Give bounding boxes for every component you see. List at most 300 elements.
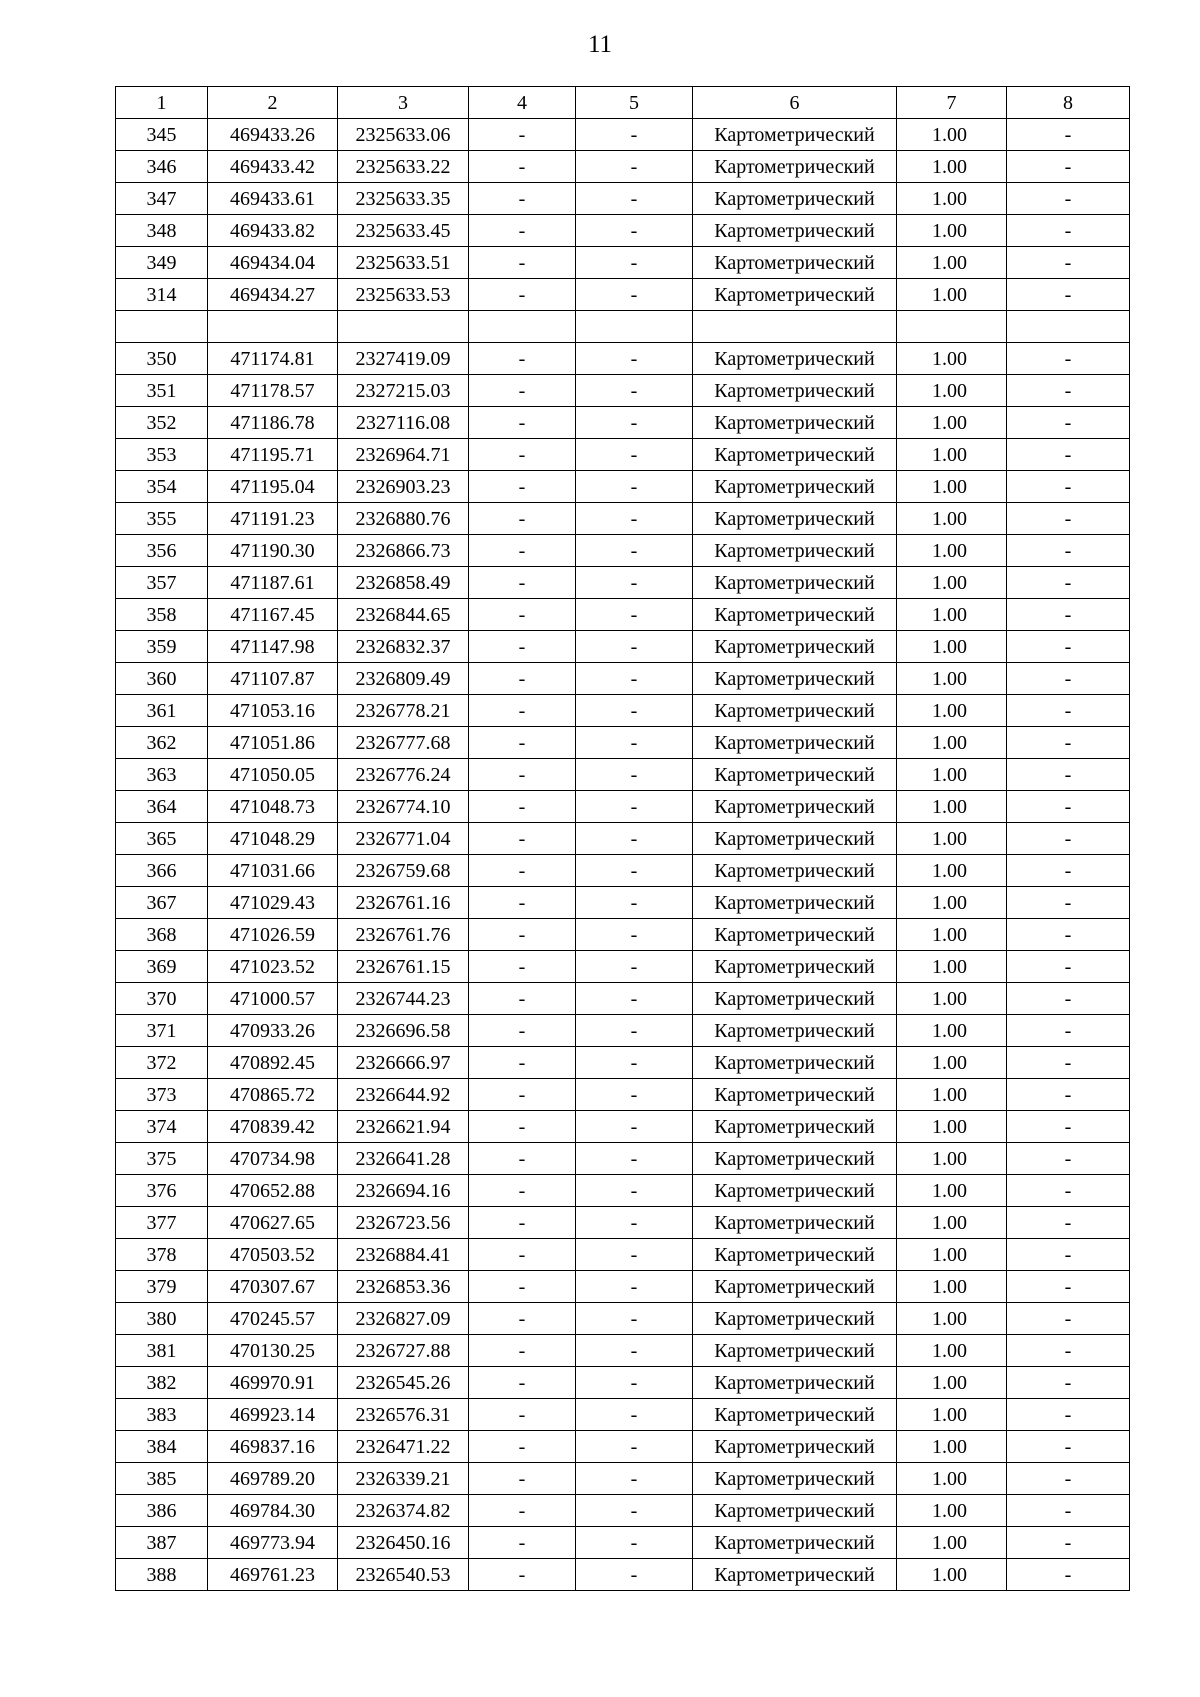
table-cell: Картометрический <box>693 1175 897 1207</box>
table-cell: 368 <box>116 919 208 951</box>
table-cell: 2326827.09 <box>338 1303 469 1335</box>
table-cell: Картометрический <box>693 567 897 599</box>
table-cell: - <box>576 599 693 631</box>
table-cell: 2326777.68 <box>338 727 469 759</box>
table-row <box>116 1367 1130 1399</box>
table-cell: 374 <box>116 1111 208 1143</box>
table-cell: - <box>469 1367 576 1399</box>
column-header: 7 <box>897 87 1007 119</box>
table-cell: - <box>1007 1527 1130 1559</box>
table-cell: - <box>1007 823 1130 855</box>
table-row <box>116 1399 1130 1431</box>
table-cell: 2326776.24 <box>338 759 469 791</box>
table-cell: 2326778.21 <box>338 695 469 727</box>
table-cell: - <box>469 823 576 855</box>
table-cell: Картометрический <box>693 471 897 503</box>
table-cell: 471023.52 <box>208 951 338 983</box>
table-cell: 2326771.04 <box>338 823 469 855</box>
table-cell: 2325633.53 <box>338 279 469 311</box>
table-cell: 470627.65 <box>208 1207 338 1239</box>
table-cell: - <box>1007 1463 1130 1495</box>
table-cell: Картометрический <box>693 1559 897 1591</box>
table-cell: - <box>469 1079 576 1111</box>
table-cell: 469433.42 <box>208 151 338 183</box>
table-cell: 471000.57 <box>208 983 338 1015</box>
table-row <box>116 791 1130 823</box>
table-cell: - <box>576 1047 693 1079</box>
table-cell: 1.00 <box>897 919 1007 951</box>
table-cell: 2325633.45 <box>338 215 469 247</box>
table-cell: 2326723.56 <box>338 1207 469 1239</box>
column-header: 1 <box>116 87 208 119</box>
table-cell: - <box>469 1495 576 1527</box>
table-cell: Картометрический <box>693 759 897 791</box>
table-row <box>116 631 1130 663</box>
table-cell: 360 <box>116 663 208 695</box>
table-row <box>116 983 1130 1015</box>
table-cell: - <box>576 1463 693 1495</box>
table-cell: - <box>469 1047 576 1079</box>
table-cell: - <box>576 279 693 311</box>
table-cell: 352 <box>116 407 208 439</box>
column-header: 4 <box>469 87 576 119</box>
table-cell: 2326903.23 <box>338 471 469 503</box>
table-cell: 471195.04 <box>208 471 338 503</box>
coordinates-table <box>115 86 1130 1591</box>
table-cell: 361 <box>116 695 208 727</box>
table-cell <box>576 311 693 343</box>
table-cell: - <box>469 471 576 503</box>
table-cell: Картометрический <box>693 1431 897 1463</box>
table-cell: - <box>1007 599 1130 631</box>
table-row <box>116 1495 1130 1527</box>
table-cell: 471107.87 <box>208 663 338 695</box>
table-cell: - <box>576 823 693 855</box>
table-cell: 2326374.82 <box>338 1495 469 1527</box>
table-cell: 469773.94 <box>208 1527 338 1559</box>
table-cell: - <box>469 951 576 983</box>
table-row <box>116 1079 1130 1111</box>
table-cell: 1.00 <box>897 631 1007 663</box>
table-cell: 2326774.10 <box>338 791 469 823</box>
table-cell: 375 <box>116 1143 208 1175</box>
table-cell: - <box>469 247 576 279</box>
table-cell: Картометрический <box>693 631 897 663</box>
table-cell: 469761.23 <box>208 1559 338 1591</box>
table-cell: 2327215.03 <box>338 375 469 407</box>
column-header: 5 <box>576 87 693 119</box>
table-cell: 1.00 <box>897 823 1007 855</box>
table-cell: - <box>469 695 576 727</box>
table-cell: 469837.16 <box>208 1431 338 1463</box>
table-row <box>116 1015 1130 1047</box>
table-row <box>116 919 1130 951</box>
table-cell: 471187.61 <box>208 567 338 599</box>
table-row <box>116 1303 1130 1335</box>
table-cell: 471051.86 <box>208 727 338 759</box>
table-cell: - <box>1007 1367 1130 1399</box>
table-cell: - <box>576 983 693 1015</box>
table-cell: - <box>469 855 576 887</box>
table-cell: 356 <box>116 535 208 567</box>
table-cell: - <box>1007 631 1130 663</box>
table-cell: - <box>576 695 693 727</box>
table-cell: - <box>1007 791 1130 823</box>
table-cell: - <box>1007 343 1130 375</box>
table-cell: 470503.52 <box>208 1239 338 1271</box>
table-cell: - <box>469 1559 576 1591</box>
table-cell: 2326621.94 <box>338 1111 469 1143</box>
table-cell: - <box>576 247 693 279</box>
table-cell: 1.00 <box>897 1175 1007 1207</box>
table-row <box>116 1207 1130 1239</box>
table-cell: - <box>469 1111 576 1143</box>
table-cell: 471031.66 <box>208 855 338 887</box>
table-cell: 354 <box>116 471 208 503</box>
table-cell: 2326761.15 <box>338 951 469 983</box>
table-cell: 2326832.37 <box>338 631 469 663</box>
table-cell: Картометрический <box>693 855 897 887</box>
table-cell: 2326964.71 <box>338 439 469 471</box>
table-row <box>116 343 1130 375</box>
table-cell: 470130.25 <box>208 1335 338 1367</box>
table-cell: 355 <box>116 503 208 535</box>
table-cell: 469789.20 <box>208 1463 338 1495</box>
table-cell: - <box>1007 215 1130 247</box>
table-cell: 1.00 <box>897 1431 1007 1463</box>
table-cell: Картометрический <box>693 1239 897 1271</box>
table-cell: - <box>576 1559 693 1591</box>
table-cell: 1.00 <box>897 1463 1007 1495</box>
table-cell: - <box>1007 471 1130 503</box>
table-cell: Картометрический <box>693 1367 897 1399</box>
table-cell: - <box>469 279 576 311</box>
table-cell: 381 <box>116 1335 208 1367</box>
table-cell: - <box>469 1015 576 1047</box>
table-cell: - <box>469 215 576 247</box>
table-cell: 1.00 <box>897 695 1007 727</box>
table-cell: 1.00 <box>897 1559 1007 1591</box>
table-cell: Картометрический <box>693 663 897 695</box>
table-cell: 362 <box>116 727 208 759</box>
table-cell: 1.00 <box>897 471 1007 503</box>
table-cell: 471050.05 <box>208 759 338 791</box>
table-cell: 469434.04 <box>208 247 338 279</box>
table-cell: - <box>1007 1079 1130 1111</box>
table-cell: 2326880.76 <box>338 503 469 535</box>
table-cell: Картометрический <box>693 343 897 375</box>
table-cell: 2326694.16 <box>338 1175 469 1207</box>
table-cell: 367 <box>116 887 208 919</box>
table-cell: 469923.14 <box>208 1399 338 1431</box>
table-cell: 1.00 <box>897 1495 1007 1527</box>
table-cell: Картометрический <box>693 1047 897 1079</box>
table-row <box>116 1271 1130 1303</box>
table-row <box>116 183 1130 215</box>
table-cell: Картометрический <box>693 791 897 823</box>
table-row <box>116 1527 1130 1559</box>
table-cell: - <box>469 727 576 759</box>
table-cell: 2326844.65 <box>338 599 469 631</box>
table-cell: 1.00 <box>897 1143 1007 1175</box>
table-cell: - <box>576 1303 693 1335</box>
table-cell: 2326761.76 <box>338 919 469 951</box>
table-row <box>116 119 1130 151</box>
table-cell: Картометрический <box>693 535 897 567</box>
table-cell: 471147.98 <box>208 631 338 663</box>
table-cell: 471191.23 <box>208 503 338 535</box>
table-cell: 469970.91 <box>208 1367 338 1399</box>
table-cell: Картометрический <box>693 1015 897 1047</box>
table-cell: - <box>1007 567 1130 599</box>
table-row <box>116 375 1130 407</box>
table-cell: - <box>576 439 693 471</box>
table-cell: - <box>576 1175 693 1207</box>
table-cell: 1.00 <box>897 375 1007 407</box>
table-cell: - <box>469 1207 576 1239</box>
table-cell: 1.00 <box>897 407 1007 439</box>
table-cell: Картометрический <box>693 1527 897 1559</box>
table-cell: Картометрический <box>693 727 897 759</box>
table-cell <box>338 311 469 343</box>
table-cell: 2326761.16 <box>338 887 469 919</box>
table-cell: - <box>1007 1431 1130 1463</box>
table-cell: - <box>576 1431 693 1463</box>
table-cell: 2325633.06 <box>338 119 469 151</box>
table-cell: 471190.30 <box>208 535 338 567</box>
table-cell: 470734.98 <box>208 1143 338 1175</box>
table-cell: - <box>576 727 693 759</box>
table-cell: - <box>576 1527 693 1559</box>
table-cell: 2326744.23 <box>338 983 469 1015</box>
table-cell: 469433.82 <box>208 215 338 247</box>
table-cell: Картометрический <box>693 247 897 279</box>
table-cell: 471029.43 <box>208 887 338 919</box>
table-cell: - <box>469 919 576 951</box>
table-cell: 353 <box>116 439 208 471</box>
table-cell <box>1007 311 1130 343</box>
table-cell: 384 <box>116 1431 208 1463</box>
table-cell: - <box>1007 855 1130 887</box>
table-cell: 2326339.21 <box>338 1463 469 1495</box>
table-cell: - <box>1007 247 1130 279</box>
table-cell: 469784.30 <box>208 1495 338 1527</box>
table-cell: Картометрический <box>693 1463 897 1495</box>
table-cell: Картометрический <box>693 1143 897 1175</box>
table-cell: Картометрический <box>693 1303 897 1335</box>
column-header: 6 <box>693 87 897 119</box>
table-cell: - <box>1007 983 1130 1015</box>
table-cell: 347 <box>116 183 208 215</box>
table-cell: Картометрический <box>693 695 897 727</box>
table-cell: - <box>469 1239 576 1271</box>
table-cell: 471174.81 <box>208 343 338 375</box>
table-cell: 380 <box>116 1303 208 1335</box>
table-cell: - <box>469 1175 576 1207</box>
table-cell: - <box>576 1111 693 1143</box>
table-cell: Картометрический <box>693 119 897 151</box>
table-row <box>116 823 1130 855</box>
table-cell: - <box>1007 151 1130 183</box>
table-cell: - <box>576 1495 693 1527</box>
table-cell: - <box>576 151 693 183</box>
table-cell: - <box>576 1367 693 1399</box>
table-cell: 1.00 <box>897 599 1007 631</box>
table-cell: - <box>1007 1239 1130 1271</box>
table-cell: 1.00 <box>897 983 1007 1015</box>
table-body <box>116 119 1130 1591</box>
table-cell: 1.00 <box>897 1015 1007 1047</box>
table-cell: - <box>1007 919 1130 951</box>
table-cell: 470865.72 <box>208 1079 338 1111</box>
table-cell: - <box>469 407 576 439</box>
table-cell: - <box>469 1463 576 1495</box>
table-cell: 2326540.53 <box>338 1559 469 1591</box>
table-cell: - <box>576 215 693 247</box>
column-header: 2 <box>208 87 338 119</box>
table-cell: 379 <box>116 1271 208 1303</box>
table-cell: Картометрический <box>693 407 897 439</box>
table-cell: - <box>1007 1175 1130 1207</box>
table-cell: 2325633.51 <box>338 247 469 279</box>
table-cell: - <box>469 887 576 919</box>
table-row <box>116 151 1130 183</box>
table-cell: - <box>1007 887 1130 919</box>
table-cell: - <box>469 503 576 535</box>
table-cell: 388 <box>116 1559 208 1591</box>
table-cell: 1.00 <box>897 151 1007 183</box>
table-cell: Картометрический <box>693 887 897 919</box>
table-cell: Картометрический <box>693 951 897 983</box>
table-cell: - <box>1007 1399 1130 1431</box>
table-cell: - <box>576 791 693 823</box>
table-row <box>116 759 1130 791</box>
table-cell: 1.00 <box>897 759 1007 791</box>
table-row <box>116 215 1130 247</box>
table-cell: - <box>469 983 576 1015</box>
table-cell: - <box>1007 695 1130 727</box>
table-cell: 470307.67 <box>208 1271 338 1303</box>
table-cell: - <box>1007 183 1130 215</box>
table-row <box>116 1463 1130 1495</box>
table-cell: 363 <box>116 759 208 791</box>
table-cell: - <box>576 631 693 663</box>
table-cell: 1.00 <box>897 1335 1007 1367</box>
table-cell: - <box>576 1271 693 1303</box>
table-row <box>116 1559 1130 1591</box>
table-cell: 365 <box>116 823 208 855</box>
table-cell: 2326884.41 <box>338 1239 469 1271</box>
table-cell: - <box>1007 503 1130 535</box>
table-cell: - <box>576 951 693 983</box>
table-row <box>116 439 1130 471</box>
table-cell: 387 <box>116 1527 208 1559</box>
table-cell: 469434.27 <box>208 279 338 311</box>
table-row <box>116 1335 1130 1367</box>
table-cell: - <box>576 1079 693 1111</box>
table-cell: 346 <box>116 151 208 183</box>
table-cell: - <box>1007 407 1130 439</box>
table-cell: - <box>576 1143 693 1175</box>
table-cell: Картометрический <box>693 151 897 183</box>
table-row <box>116 407 1130 439</box>
table-cell: 373 <box>116 1079 208 1111</box>
table-cell: Картометрический <box>693 183 897 215</box>
table-cell: 364 <box>116 791 208 823</box>
table-cell: - <box>1007 1143 1130 1175</box>
table-cell: - <box>1007 727 1130 759</box>
table-cell: 1.00 <box>897 567 1007 599</box>
table-cell: - <box>576 471 693 503</box>
table-cell: 2326644.92 <box>338 1079 469 1111</box>
table-cell: 377 <box>116 1207 208 1239</box>
table-cell: 359 <box>116 631 208 663</box>
table-cell: 471186.78 <box>208 407 338 439</box>
table-cell: - <box>469 1271 576 1303</box>
table-cell: - <box>469 375 576 407</box>
table-cell: 1.00 <box>897 887 1007 919</box>
table-cell: 471195.71 <box>208 439 338 471</box>
table-cell: - <box>1007 663 1130 695</box>
table-cell: 372 <box>116 1047 208 1079</box>
table-cell: 386 <box>116 1495 208 1527</box>
table-cell: - <box>576 1399 693 1431</box>
table-cell: - <box>469 1303 576 1335</box>
table-cell: 1.00 <box>897 183 1007 215</box>
table-cell: 1.00 <box>897 503 1007 535</box>
table-cell: 1.00 <box>897 727 1007 759</box>
table-cell: - <box>576 887 693 919</box>
table-row <box>116 695 1130 727</box>
table-cell: 2325633.35 <box>338 183 469 215</box>
table-cell: 2326759.68 <box>338 855 469 887</box>
table-cell: - <box>469 791 576 823</box>
table-cell: 2326641.28 <box>338 1143 469 1175</box>
table-cell: - <box>469 663 576 695</box>
table-cell: 1.00 <box>897 1079 1007 1111</box>
table-cell: - <box>469 1143 576 1175</box>
table-cell <box>897 311 1007 343</box>
table-cell: - <box>1007 439 1130 471</box>
table-cell: 382 <box>116 1367 208 1399</box>
table-cell: 350 <box>116 343 208 375</box>
table-cell: 2326545.26 <box>338 1367 469 1399</box>
table-cell: 369 <box>116 951 208 983</box>
table-cell: 471048.29 <box>208 823 338 855</box>
table-cell: 371 <box>116 1015 208 1047</box>
table-cell: 348 <box>116 215 208 247</box>
table-cell: 383 <box>116 1399 208 1431</box>
table-cell: 1.00 <box>897 1111 1007 1143</box>
table-cell: 1.00 <box>897 1367 1007 1399</box>
table-row <box>116 1431 1130 1463</box>
table-cell: - <box>469 1431 576 1463</box>
page-number: 11 <box>587 31 613 58</box>
table-row <box>116 599 1130 631</box>
table-cell: 366 <box>116 855 208 887</box>
table-row <box>116 567 1130 599</box>
table-row <box>116 1047 1130 1079</box>
table-cell: 1.00 <box>897 279 1007 311</box>
table-cell: 1.00 <box>897 1271 1007 1303</box>
table-cell: 1.00 <box>897 1239 1007 1271</box>
table-cell: - <box>469 1399 576 1431</box>
table-cell: 471048.73 <box>208 791 338 823</box>
table-cell: Картометрический <box>693 1271 897 1303</box>
table-header-row <box>116 87 1130 119</box>
table-cell: 1.00 <box>897 247 1007 279</box>
table-cell: 1.00 <box>897 1047 1007 1079</box>
